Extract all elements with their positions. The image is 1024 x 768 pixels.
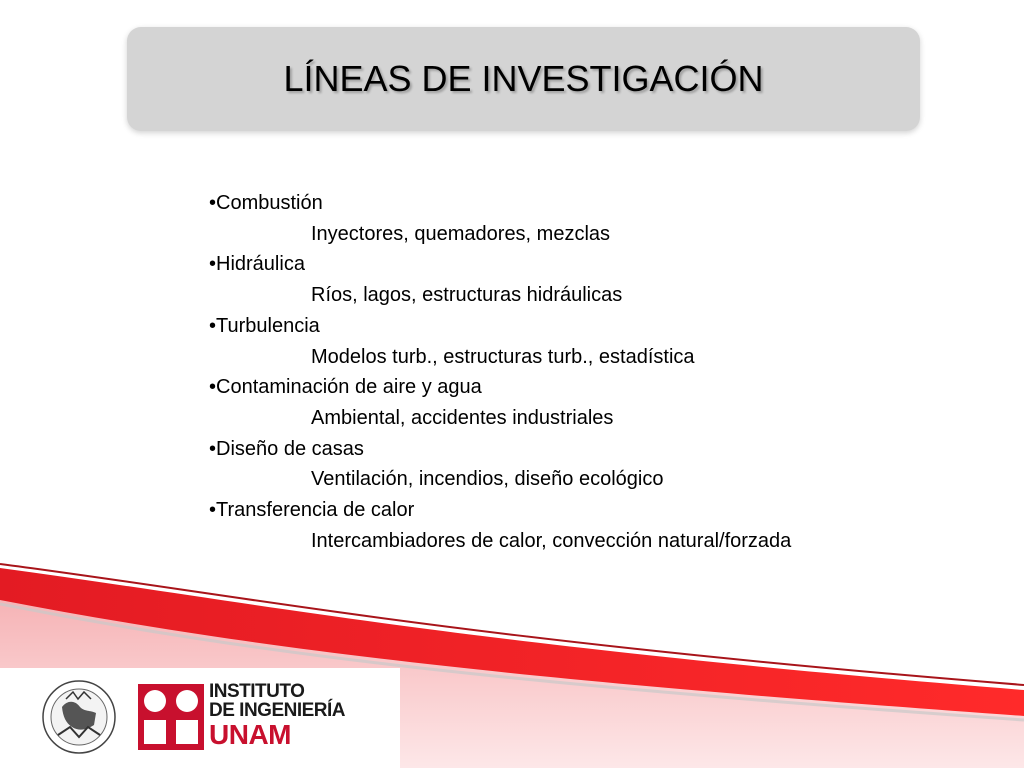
list-item-subtitle: Intercambiadores de calor, convección natural/forzada — [311, 529, 792, 552]
list-item-title-text: Hidráulica — [216, 253, 305, 276]
instituto-ingenieria-wordmark — [209, 682, 345, 750]
list-item-title — [209, 434, 989, 465]
list-item — [209, 311, 989, 372]
logo-line-unam: UNAM — [209, 719, 291, 750]
logo-line-instituto: INSTITUTO — [209, 681, 305, 702]
list-item-title-text: Turbulencia — [216, 314, 320, 337]
list-item-title — [209, 311, 989, 342]
list-item-title-text: Diseño de casas — [216, 437, 364, 460]
list-item-title-text: Transferencia de calor — [216, 499, 415, 522]
bullet-icon: • — [209, 376, 217, 399]
logo-line-de-ingenieria: DE INGENIERÍA — [209, 700, 346, 721]
title-banner — [127, 27, 920, 131]
list-item-subtitle: Inyectores, quemadores, mezclas — [311, 222, 611, 245]
bullet-icon: • — [209, 253, 217, 276]
slide-title: LÍNEAS DE INVESTIGACIÓN — [283, 58, 764, 99]
list-item-title — [209, 188, 989, 219]
unam-seal-logo — [40, 677, 118, 757]
list-item-title — [209, 372, 989, 403]
research-lines-list — [209, 188, 989, 556]
bullet-icon: • — [209, 314, 217, 337]
bullet-icon: • — [209, 192, 217, 214]
bullet-icon: • — [209, 499, 217, 522]
list-item-title — [209, 249, 989, 280]
list-item-subtitle: Modelos turb., estructuras turb., estadística — [311, 345, 695, 368]
list-item-title — [209, 495, 989, 526]
list-item — [209, 249, 989, 310]
list-item-subtitle: Ríos, lagos, estructuras hidráulicas — [311, 284, 623, 307]
list-item-subtitle: Ventilación, incendios, diseño ecológico — [311, 468, 664, 491]
bullet-icon: • — [209, 437, 217, 460]
list-item — [209, 372, 989, 433]
instituto-ingenieria-logo — [138, 684, 204, 750]
list-item-subtitle: Ambiental, accidentes industriales — [311, 406, 614, 429]
list-item — [209, 188, 989, 249]
list-item-title-text: Contaminación de aire y agua — [216, 376, 482, 399]
list-item — [209, 434, 989, 495]
list-item-title-text: Combustión — [216, 192, 323, 214]
